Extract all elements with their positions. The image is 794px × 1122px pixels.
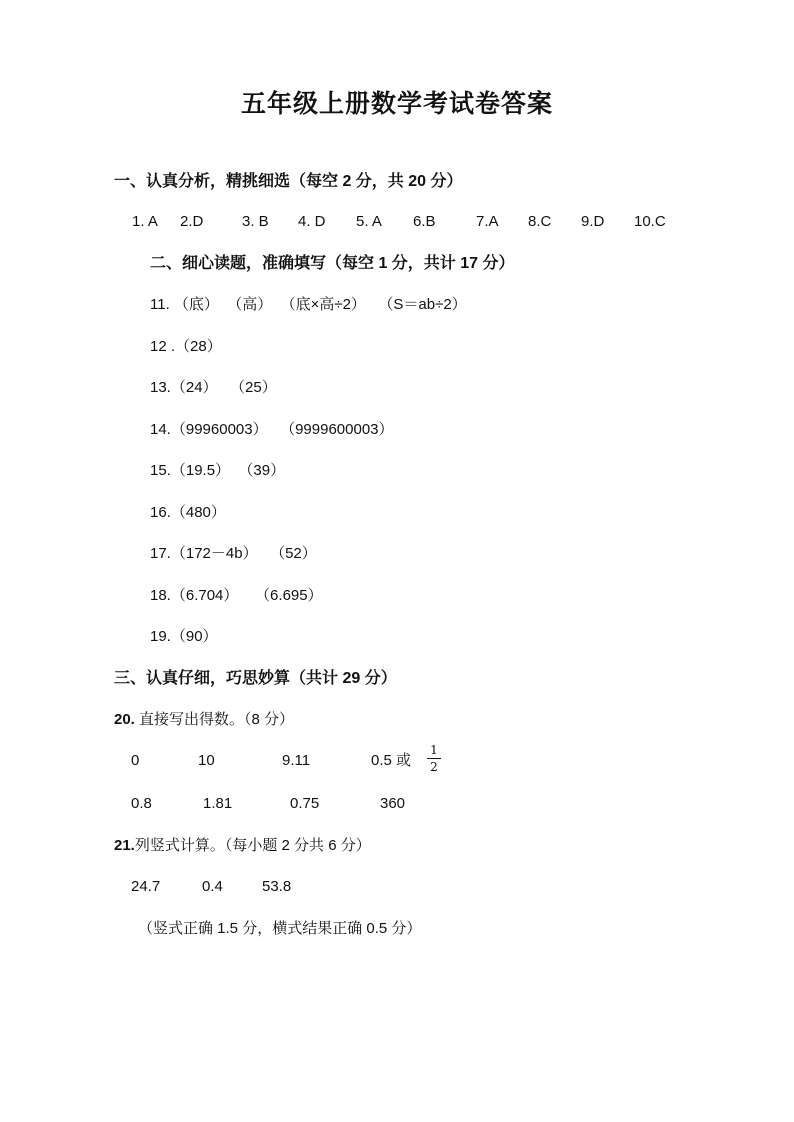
question-21-text: 列竖式计算。（每小题 2 分共 6 分） <box>134 837 371 854</box>
answer-9: 9.D <box>581 213 605 230</box>
answer-2: 2.D <box>180 213 204 230</box>
section3-heading: 三、认真仔细，巧思妙算（共计 29 分） <box>114 670 397 687</box>
answer-line-12: 12 .（28） <box>150 338 222 355</box>
q20-answer-1: 0 <box>131 752 140 769</box>
q20-answer-5: 0.8 <box>131 795 152 812</box>
answer-8: 8.C <box>528 213 552 230</box>
question-20-text: 直接写出得数。（8 分） <box>134 711 295 728</box>
fraction-numerator: 1 <box>430 743 438 757</box>
fraction-bar <box>427 758 441 759</box>
page-title: 五年级上册数学考试卷答案 <box>240 89 553 118</box>
answer-line-14: 14.（99960003） （9999600003） <box>150 421 394 438</box>
answer-line-15: 15.（19.5） （39） <box>150 462 286 479</box>
q21-answer-3: 53.8 <box>262 878 292 895</box>
q20-answer-4: 0.5 或 <box>371 752 412 769</box>
question-20-heading <box>114 710 294 730</box>
q20-answer-3: 9.11 <box>282 752 311 769</box>
answer-4: 4. D <box>298 213 326 230</box>
answer-line-13: 13.（24） （25） <box>150 379 277 396</box>
answer-3: 3. B <box>242 213 269 230</box>
q20-answer-8: 360 <box>380 795 406 812</box>
fraction-denominator: 2 <box>430 760 438 774</box>
section2-heading: 二、细心读题，准确填写（每空 1 分，共计 17 分） <box>150 255 515 272</box>
answer-1: 1. A <box>132 213 158 230</box>
answer-line-16: 16.（480） <box>150 504 226 521</box>
answer-6: 6.B <box>413 213 436 230</box>
question-21-number: 21. <box>114 837 135 854</box>
q20-fraction <box>427 743 441 774</box>
question-21-scoring-note: （竖式正确 1.5 分，横式结果正确 0.5 分） <box>138 920 422 937</box>
answer-line-18: 18.（6.704） （6.695） <box>150 587 323 604</box>
question-21-heading <box>114 836 371 856</box>
q20-answer-6: 1.81 <box>203 795 233 812</box>
answer-10: 10.C <box>634 213 666 230</box>
answer-line-11: 11. （底） （高） （底×高÷2） （S＝ab÷2） <box>150 296 467 313</box>
q20-answer-2: 10 <box>198 752 215 769</box>
question-20-number: 20. <box>114 711 135 728</box>
q20-answer-7: 0.75 <box>290 795 320 812</box>
answer-5: 5. A <box>356 213 382 230</box>
answer-line-17: 17.（172－4b） （52） <box>150 545 317 562</box>
q21-answer-2: 0.4 <box>202 878 223 895</box>
answer-7: 7.A <box>476 213 499 230</box>
q21-answer-1: 24.7 <box>131 878 161 895</box>
section1-heading: 一、认真分析，精挑细选（每空 2 分，共 20 分） <box>114 173 463 190</box>
answer-line-19: 19.（90） <box>150 628 218 645</box>
